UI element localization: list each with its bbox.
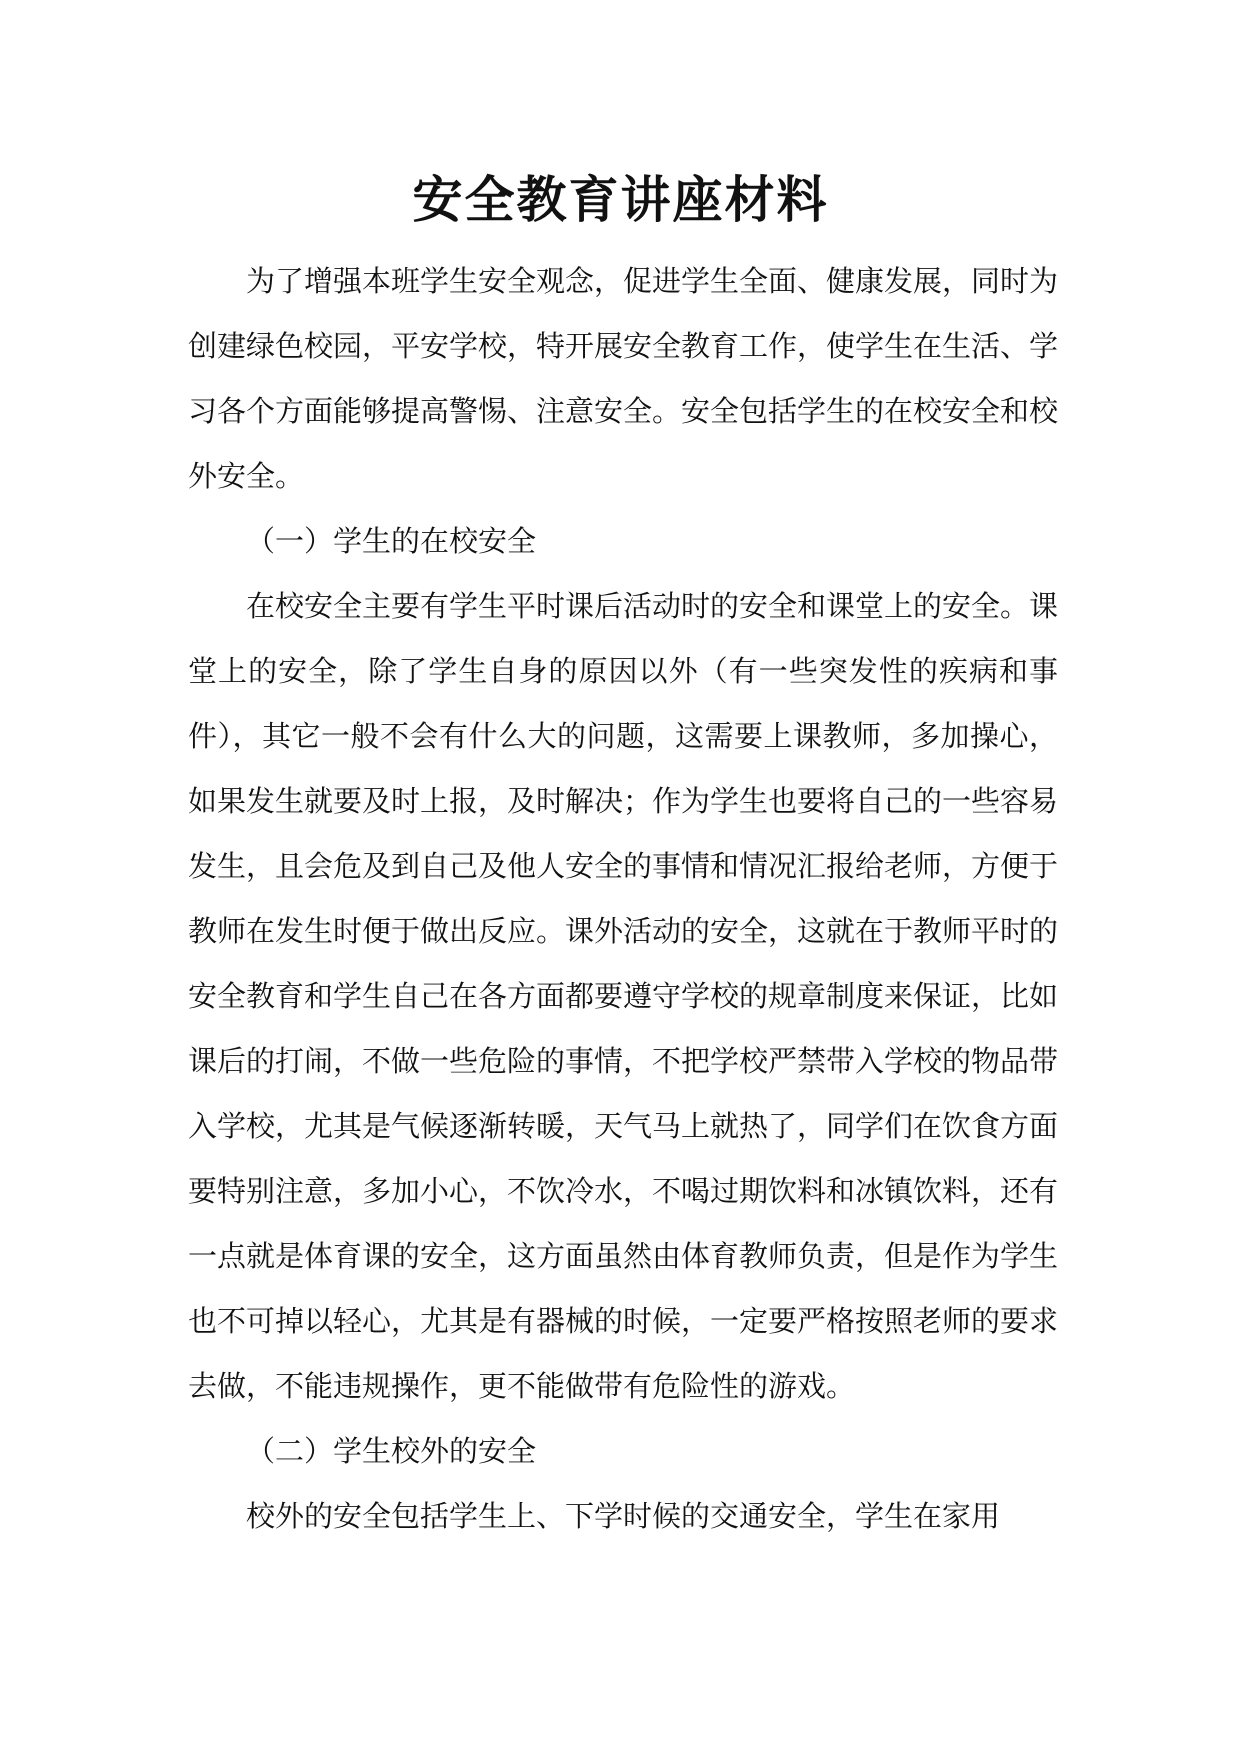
document-body xyxy=(188,249,1058,1549)
section-2-paragraph: 校外的安全包括学生上、下学时候的交通安全，学生在家用 xyxy=(246,1499,1001,1533)
section-heading-2: （二）学生校外的安全 xyxy=(246,1434,537,1468)
section-heading-1: （一）学生的在校安全 xyxy=(246,524,537,558)
section-1-paragraph: 在校安全主要有学生平时课后活动时的安全和课堂上的安全。课堂上的安全，除了学生自身的原因以外（有一些突发性的疾病和事件），其它一般不会有什么大的问题，这需要上课教师，多加操心，如果发生就要及时上报，及时解决；作为学生也要将自己的一些容易发生，且会危及到自己及他人安全的事情和情况汇报给老师，方便于教师在发生时便于做出反应。课外活动的安全，这就在于教师平时的安全教育和学生自己在各方面都要遵守学校的规章制度来保证，比如课后的打闹，不做一些危险的事情，不把学校严禁带入学校的物品带入学校，尤其是气候逐渐转暖，天气马上就热了，同学们在饮食方面要特别注意，多加小心，不饮冷水，不喝过期饮料和冰镇饮料，还有一点就是体育课的安全，这方面虽然由体育教师负责，但是作为学生也不可掉以轻心，尤其是有器械的时候，一定要严格按照老师的要求去做，不能违规操作，更不能做带有危险性的游戏。 xyxy=(188,589,1059,1403)
page-title: 安全教育讲座材料 xyxy=(412,170,829,229)
intro-paragraph: 为了增强本班学生安全观念，促进学生全面、健康发展，同时为创建绿色校园，平安学校，特开展安全教育工作，使学生在生活、学习各个方面能够提高警惕、注意安全。安全包括学生的在校安全和校外安全。 xyxy=(188,264,1059,493)
